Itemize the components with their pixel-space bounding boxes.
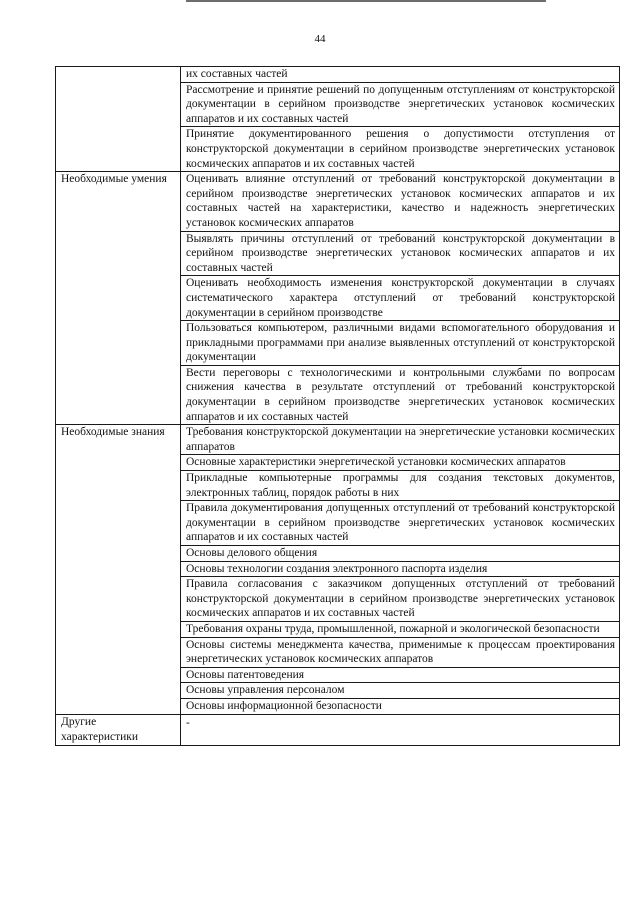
other-characteristics-value: - (181, 714, 620, 745)
list-item: Принятие документированного решения о допустимости отступления от конструкторской документации в серийном производстве энергетических установок космических аппаратов и их составных частей (181, 127, 620, 172)
qualification-table (55, 66, 620, 746)
list-item: Вести переговоры с технологическими и контрольными службами по вопросам снижения качества в результате отступлений от требований конструкторской документации в серийном производстве энергетических установок космических аппаратов и их составных частей (181, 365, 620, 424)
list-item: Рассмотрение и принятие решений по допущенным отступлениям от конструкторской документации в серийном производстве энергетических установок космических аппаратов и их составных частей (181, 82, 620, 127)
scan-edge-mark (186, 0, 546, 2)
list-item: Требования конструкторской документации на энергетические установки космических аппаратов (181, 425, 620, 455)
list-item: Основы патентоведения (181, 667, 620, 683)
page-number: 44 (314, 33, 326, 45)
table-row (56, 714, 620, 745)
table-row (56, 172, 620, 231)
list-item: Выявлять причины отступлений от требований конструкторской документации в серийном производстве энергетических установок космических аппаратов и их составных частей (181, 231, 620, 276)
list-item: Требования охраны труда, промышленной, пожарной и экологической безопасности (181, 621, 620, 637)
list-item: Основы системы менеджмента качества, применимые к процессам проектирования энергетических установок космических аппаратов (181, 637, 620, 667)
knowledge-label: Необходимые знания (56, 425, 181, 714)
list-item: Прикладные компьютерные программы для создания текстовых документов, электронных таблиц, порядок работы в них (181, 471, 620, 501)
list-item: Правила документирования допущенных отступлений от требований конструкторской документации в серийном производстве энергетических установок космических аппаратов и их составных частей (181, 501, 620, 546)
list-item: их составных частей (181, 67, 620, 83)
list-item: Правила согласования с заказчиком допущенных отступлений от требований конструкторской документации в серийном производстве энергетических установок космических аппаратов и их составных частей (181, 577, 620, 622)
list-item: Основные характеристики энергетической установки космических аппаратов (181, 455, 620, 471)
table-row (56, 67, 620, 83)
list-item: Основы технологии создания электронного паспорта изделия (181, 561, 620, 577)
skills-label: Необходимые умения (56, 172, 181, 425)
list-item: Оценивать необходимость изменения конструкторской документации в случаях систематического характера отступлений от требований конструкторской документации в серийном производстве (181, 276, 620, 321)
table-row (56, 425, 620, 455)
list-item: Основы делового общения (181, 546, 620, 562)
list-item: Оценивать влияние отступлений от требований конструкторской документации в серийном производстве энергетических установок космических аппаратов и их составных частей на характеристики, качество и надежность энергетических установок космических аппаратов (181, 172, 620, 231)
continuation-label-cell (56, 67, 181, 172)
list-item: Основы управления персоналом (181, 683, 620, 699)
list-item: Основы информационной безопасности (181, 698, 620, 714)
other-characteristics-label: Другие характеристики (56, 714, 181, 745)
list-item: Пользоваться компьютером, различными видами вспомогательного оборудования и прикладными программами при анализе выявленных отступлений от конструкторской документации (181, 321, 620, 366)
